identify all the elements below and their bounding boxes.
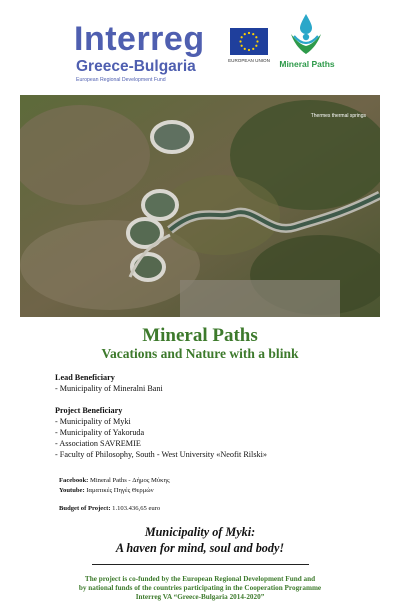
program-logo-text: Interreg xyxy=(74,20,205,58)
youtube-label: Youtube: xyxy=(59,487,85,494)
program-region: Greece-Bulgaria xyxy=(76,58,196,75)
eu-star-icon xyxy=(248,49,250,51)
page-title: Mineral Paths xyxy=(142,325,258,346)
eu-star-icon xyxy=(241,45,243,47)
youtube-value: Ιαματικές Πηγές Θερμών xyxy=(86,487,154,494)
youtube-line xyxy=(59,486,170,496)
water-drop-hands-icon xyxy=(285,12,327,58)
lead-beneficiary-item: - Municipality of Mineralni Bani xyxy=(55,384,163,393)
aerial-photo xyxy=(20,95,380,317)
budget-label: Budget of Project: xyxy=(59,505,111,512)
budget-line xyxy=(59,505,160,512)
project-beneficiary-heading: Project Beneficiary xyxy=(55,406,123,415)
eu-star-icon xyxy=(241,36,243,38)
tagline xyxy=(0,524,400,556)
eu-star-icon xyxy=(244,33,246,35)
fund-line: European Regional Development Fund xyxy=(76,77,166,83)
project-beneficiary-item: - Faculty of Philosophy, South - West University «Neofit Rilski» xyxy=(55,450,267,459)
eu-star-icon xyxy=(252,48,254,50)
budget-value: 1.103.436,65 euro xyxy=(112,505,161,512)
eu-caption: EUROPEAN UNION xyxy=(228,58,270,63)
footer-line-3: Interreg VA “Greece-Bulgaria 2014-2020” xyxy=(135,593,265,601)
tagline-line-2: A haven for mind, soul and body! xyxy=(115,541,285,555)
social-links xyxy=(59,476,170,496)
header xyxy=(0,0,400,95)
eu-star-icon xyxy=(239,40,241,42)
eu-flag-icon xyxy=(230,28,268,55)
funding-footer xyxy=(0,575,400,602)
project-beneficiary-item: - Municipality of Yakoruda xyxy=(55,428,145,437)
footer-line-1: The project is co-funded by the European Regional Development Fund and xyxy=(84,575,316,583)
eu-star-icon xyxy=(244,48,246,50)
eu-star-icon xyxy=(255,36,257,38)
facebook-line xyxy=(59,476,170,486)
tagline-line-1: Municipality of Myki: xyxy=(144,525,256,539)
photo-caption: Thermes thermal springs xyxy=(310,113,366,119)
facebook-label: Facebook: xyxy=(59,477,89,484)
lead-beneficiary-section xyxy=(55,372,163,394)
project-beneficiary-item: - Municipality of Myki xyxy=(55,417,131,426)
eu-star-icon xyxy=(252,33,254,35)
lead-beneficiary-heading: Lead Beneficiary xyxy=(55,373,115,382)
project-beneficiary-section xyxy=(55,405,267,460)
divider xyxy=(92,564,309,565)
footer-line-2: by national funds of the countries participating in the Cooperation Programme xyxy=(78,584,322,592)
eu-star-icon xyxy=(255,45,257,47)
facebook-value: Mineral Paths - Δήμος Μύκης xyxy=(89,477,170,484)
project-logo-name: Mineral Paths xyxy=(279,59,335,69)
page-subtitle: Vacations and Nature with a blink xyxy=(101,346,299,361)
eu-star-icon xyxy=(256,40,258,42)
eu-star-icon xyxy=(248,32,250,34)
project-beneficiary-item: - Association SAVREMIE xyxy=(55,439,141,448)
